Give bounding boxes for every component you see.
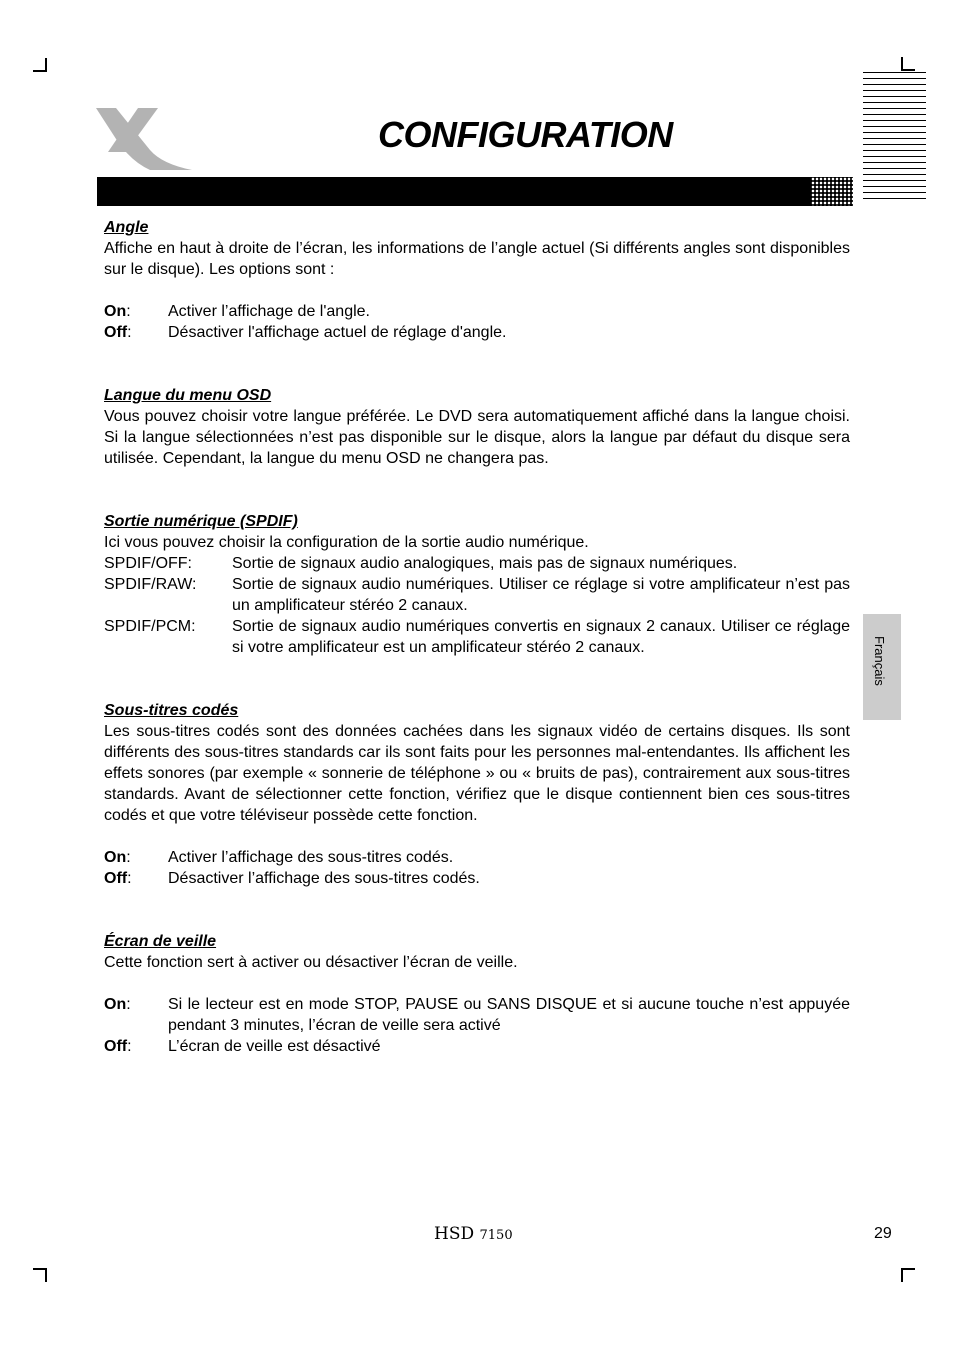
option-row: On: Activer l’affichage des sous-titres codés. [104, 847, 850, 868]
corner-stripes [863, 72, 926, 200]
brand-x-logo-icon [92, 104, 194, 174]
crop-mark-top-left [33, 58, 47, 72]
section-heading: Écran de veille [104, 933, 217, 950]
option-key: On [104, 996, 127, 1013]
option-row: Off: Désactiver l'affichage actuel de réglage d'angle. [104, 322, 850, 343]
footer-brand [434, 1224, 513, 1244]
crop-mark-bottom-right [901, 1268, 915, 1282]
option-row: On: Si le lecteur est en mode STOP, PAUSE ou SANS DISQUE et si aucune touche n’est appuyée pendant 3 minutes, l’écran de veille sera activé [104, 996, 850, 1034]
option-value: Désactiver l’affichage des sous-titres codés. [168, 870, 480, 887]
section-body: Affiche en haut à droite de l’écran, les informations de l’angle actuel (Si différents angles sont disponibles sur le disque). Les options sont : [104, 240, 850, 278]
option-value: Sortie de signaux audio numériques. Utiliser ce réglage si votre amplificateur n’est pas un amplificateur stéréo 2 canaux. [232, 576, 850, 614]
title-bar [97, 177, 853, 206]
option-row [104, 553, 850, 574]
crop-mark-top-right [901, 57, 915, 71]
option-row: On: Activer l’affichage de l'angle. [104, 301, 850, 322]
option-key: SPDIF/PCM: [104, 618, 196, 635]
option-value: Sortie de signaux audio numériques convertis en signaux 2 canaux. Utiliser ce réglage si votre amplificateur est un amplificateur stéréo 2 canaux. [232, 618, 850, 656]
section-body: Cette fonction sert à activer ou désactiver l’écran de veille. [104, 954, 518, 971]
crop-mark-bottom-left [33, 1268, 47, 1282]
option-row [104, 574, 850, 616]
option-value: Désactiver l'affichage actuel de réglage d'angle. [168, 324, 507, 341]
option-row [104, 616, 850, 658]
option-value: Sortie de signaux audio analogiques, mais pas de signaux numériques. [232, 555, 738, 572]
option-key: On [104, 303, 127, 320]
page-number: 29 [874, 1225, 892, 1242]
option-row: Off: Désactiver l’affichage des sous-titres codés. [104, 868, 850, 889]
content [104, 217, 850, 1057]
option-value: Activer l’affichage de l'angle. [168, 303, 370, 320]
option-key: Off [104, 870, 128, 887]
option-value: Activer l’affichage des sous-titres codés. [168, 849, 454, 866]
option-value: Si le lecteur est en mode STOP, PAUSE ou SANS DISQUE et si aucune touche n’est appuyée pendant 3 minutes, l’écran de veille sera activé [168, 996, 850, 1034]
section-spdif [104, 511, 850, 658]
section-angle [104, 217, 850, 343]
section-heading: Sous-titres codés [104, 702, 239, 719]
language-tab [863, 614, 901, 720]
section-heading: Sortie numérique (SPDIF) [104, 513, 298, 530]
footer-model: 7150 [479, 1228, 513, 1243]
section-closed-captions [104, 700, 850, 889]
section-body: Les sous-titres codés sont des données cachées dans les signaux vidéo de certains disques. Ils sont différents des sous-titres standards car ils sont faits pour les personnes mal-entendantes. Ils affichent les effets sonores (par exemple « sonnerie de téléphone » ou « bruits de pas), contrairement aux sous-titres standards. Avant de sélectionner cette fonction, vérifiez que le disque contiennent bien ces sous-titres codés et que votre téléviseur possède cette fonction. [104, 723, 850, 824]
footer-brand-name: HSD [434, 1224, 475, 1244]
section-osd-language [104, 385, 850, 469]
section-heading: Angle [104, 219, 149, 236]
section-heading: Langue du menu OSD [104, 387, 272, 404]
option-row: Off: L’écran de veille est désactivé [104, 1036, 850, 1057]
page-title: CONFIGURATION [378, 114, 673, 155]
option-value: L’écran de veille est désactivé [168, 1038, 381, 1055]
section-body: Ici vous pouvez choisir la configuration de la sortie audio numérique. [104, 534, 589, 551]
title-bar-dots [811, 177, 853, 206]
option-key: SPDIF/RAW: [104, 576, 197, 593]
option-key: SPDIF/OFF: [104, 555, 192, 572]
option-key: Off [104, 324, 128, 341]
option-key: On [104, 849, 127, 866]
language-tab-label: Français [872, 636, 887, 686]
section-body: Vous pouvez choisir votre langue préférée. Le DVD sera automatiquement affiché dans la langue choisi. Si la langue sélectionnées n’est pas disponible sur le disque, alors la langue par défaut du disque sera utilisée. Cependant, la langue du menu OSD ne changera pas. [104, 408, 850, 467]
section-screensaver [104, 931, 850, 1057]
option-key: Off [104, 1038, 128, 1055]
